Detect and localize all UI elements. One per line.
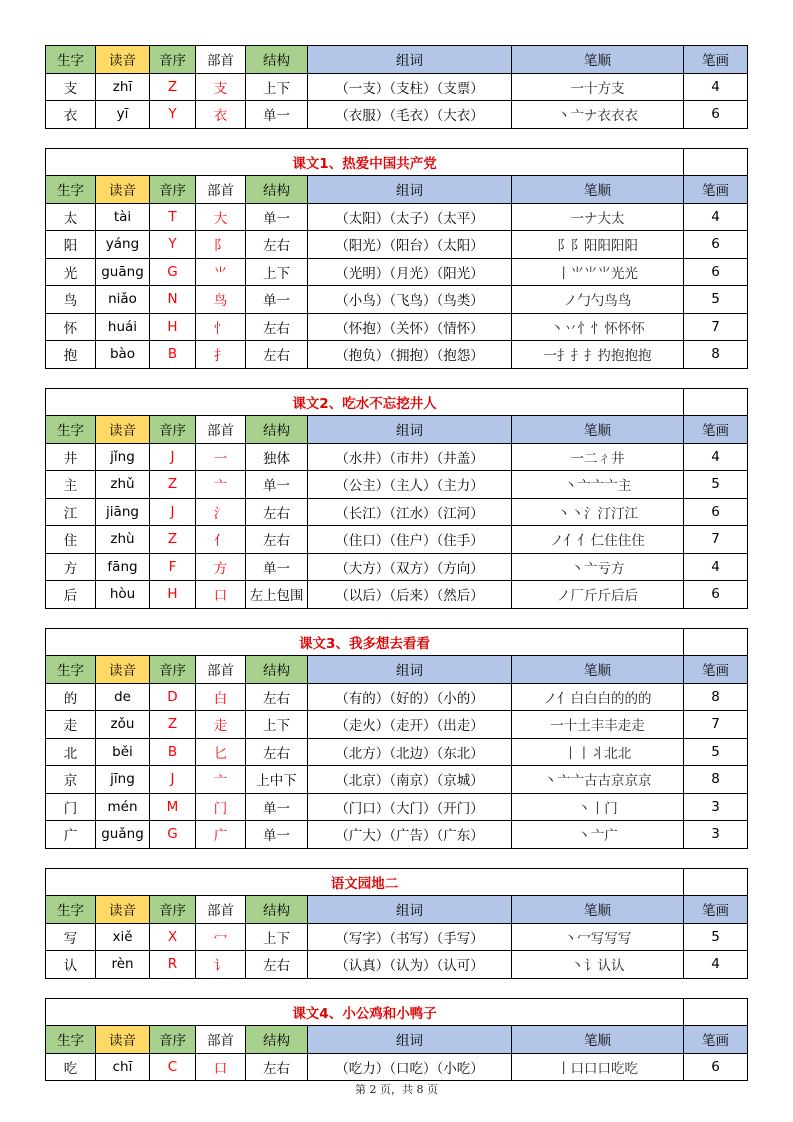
word-examples: （写字）（书写）（手写） (308, 923, 512, 951)
character-table (45, 388, 748, 609)
header-cz: 组词 (308, 656, 512, 684)
word-examples: （阳光）（阳台）（太阳） (308, 231, 512, 259)
header-zi: 生字 (46, 416, 96, 444)
character: 北 (46, 738, 96, 766)
stroke-count: 8 (684, 766, 748, 794)
lesson-title-row (46, 868, 748, 896)
lesson-title: 语文园地二 (46, 868, 684, 896)
table-row (46, 341, 748, 369)
header-bh: 笔画 (684, 896, 748, 924)
header-yin: 读音 (96, 896, 150, 924)
stroke-count: 8 (684, 341, 748, 369)
word-examples: （小鸟）（飞鸟）（鸟类） (308, 286, 512, 314)
structure: 单一 (246, 286, 308, 314)
character-table (45, 628, 748, 849)
character: 主 (46, 471, 96, 499)
stroke-order: 丶亠广 (512, 821, 684, 849)
pinyin: niǎo (96, 286, 150, 314)
word-examples: （一支）（支柱）（支票） (308, 73, 512, 101)
character: 住 (46, 526, 96, 554)
document-page (45, 45, 747, 1081)
character: 阳 (46, 231, 96, 259)
stroke-order: 丶亠ナ衣衣衣 (512, 101, 684, 129)
table-row (46, 581, 748, 609)
radical: 方 (196, 553, 246, 581)
structure: 左右 (246, 1053, 308, 1081)
header-jg: 结构 (246, 1026, 308, 1054)
radical: 广 (196, 821, 246, 849)
stroke-order: 一十方支 (512, 73, 684, 101)
table-row (46, 471, 748, 499)
structure: 左右 (246, 313, 308, 341)
word-examples: （公主）（主人）（主力） (308, 471, 512, 499)
stroke-order: 阝阝阳阳阳阳 (512, 231, 684, 259)
initial-letter: B (150, 738, 196, 766)
pinyin: guāng (96, 258, 150, 286)
header-bh: 笔画 (684, 416, 748, 444)
lesson-title-row (46, 148, 748, 176)
initial-letter: D (150, 683, 196, 711)
word-examples: （广大）（广告）（广东） (308, 821, 512, 849)
radical: 匕 (196, 738, 246, 766)
header-row (46, 416, 748, 444)
radical: 门 (196, 793, 246, 821)
stroke-count: 4 (684, 443, 748, 471)
initial-letter: T (150, 203, 196, 231)
stroke-order: ノ亻白白白的的的 (512, 683, 684, 711)
structure: 单一 (246, 101, 308, 129)
word-examples: （衣服）（毛衣）（大衣） (308, 101, 512, 129)
pinyin: fāng (96, 553, 150, 581)
header-bh: 笔画 (684, 46, 748, 74)
initial-letter: J (150, 498, 196, 526)
structure: 上中下 (246, 766, 308, 794)
pinyin: zhǔ (96, 471, 150, 499)
stroke-count: 7 (684, 526, 748, 554)
table-row (46, 766, 748, 794)
header-yin: 读音 (96, 176, 150, 204)
pinyin: bào (96, 341, 150, 369)
character-table (45, 868, 748, 979)
radical: 一 (196, 443, 246, 471)
table-row (46, 313, 748, 341)
stroke-count: 5 (684, 471, 748, 499)
character: 后 (46, 581, 96, 609)
structure: 上下 (246, 711, 308, 739)
stroke-order: 丶丶氵汀汀江 (512, 498, 684, 526)
table-row (46, 738, 748, 766)
radical: 亻 (196, 526, 246, 554)
structure: 左右 (246, 231, 308, 259)
stroke-order: 丶亠亠亠主 (512, 471, 684, 499)
lesson-title-row (46, 628, 748, 656)
stroke-count: 4 (684, 203, 748, 231)
pinyin: yī (96, 101, 150, 129)
lesson-title: 课文4、小公鸡和小鸭子 (46, 998, 684, 1026)
stroke-count: 5 (684, 286, 748, 314)
initial-letter: N (150, 286, 196, 314)
radical: 鸟 (196, 286, 246, 314)
initial-letter: M (150, 793, 196, 821)
character: 鸟 (46, 286, 96, 314)
radical: 口 (196, 581, 246, 609)
stroke-order: 丶讠认认 (512, 951, 684, 979)
character: 吃 (46, 1053, 96, 1081)
structure: 上下 (246, 258, 308, 286)
pinyin: zhù (96, 526, 150, 554)
stroke-count: 8 (684, 683, 748, 711)
word-examples: （认真）（认为）（认可） (308, 951, 512, 979)
header-row (46, 1026, 748, 1054)
initial-letter: Z (150, 73, 196, 101)
section-gap (45, 979, 747, 998)
character: 怀 (46, 313, 96, 341)
word-examples: （长江）（江水）（江河） (308, 498, 512, 526)
structure: 左右 (246, 951, 308, 979)
header-xu: 音序 (150, 896, 196, 924)
header-zi: 生字 (46, 656, 96, 684)
pinyin: běi (96, 738, 150, 766)
lesson-title-blank (684, 998, 748, 1026)
table-row (46, 923, 748, 951)
header-cz: 组词 (308, 176, 512, 204)
stroke-order: 丶丷忄忄怀怀怀 (512, 313, 684, 341)
stroke-order: ノ勹勺鸟鸟 (512, 286, 684, 314)
table-row (46, 258, 748, 286)
character: 支 (46, 73, 96, 101)
stroke-count: 4 (684, 553, 748, 581)
character: 光 (46, 258, 96, 286)
header-xu: 音序 (150, 1026, 196, 1054)
lesson-title-blank (684, 388, 748, 416)
header-row (46, 46, 748, 74)
header-bh: 笔画 (684, 176, 748, 204)
header-bs: 笔顺 (512, 176, 684, 204)
pinyin: chī (96, 1053, 150, 1081)
page-footer: 第 2 页，共 8 页 (355, 1083, 438, 1096)
word-examples: （门口）（大门）（开门） (308, 793, 512, 821)
stroke-count: 6 (684, 581, 748, 609)
structure: 单一 (246, 553, 308, 581)
structure: 左右 (246, 341, 308, 369)
stroke-count: 7 (684, 711, 748, 739)
lesson-title: 课文1、热爱中国共产党 (46, 148, 684, 176)
pinyin: hòu (96, 581, 150, 609)
stroke-count: 4 (684, 951, 748, 979)
word-examples: （北京）（南京）（京城） (308, 766, 512, 794)
stroke-count: 4 (684, 73, 748, 101)
table-row (46, 683, 748, 711)
stroke-count: 6 (684, 498, 748, 526)
header-cz: 组词 (308, 896, 512, 924)
pinyin: mén (96, 793, 150, 821)
radical: 口 (196, 1053, 246, 1081)
header-bh: 笔画 (684, 1026, 748, 1054)
table-row (46, 526, 748, 554)
table-row (46, 1053, 748, 1081)
structure: 左右 (246, 498, 308, 526)
stroke-order: 一ナ大太 (512, 203, 684, 231)
character: 认 (46, 951, 96, 979)
pinyin: huái (96, 313, 150, 341)
header-cz: 组词 (308, 46, 512, 74)
structure: 独体 (246, 443, 308, 471)
structure: 单一 (246, 821, 308, 849)
structure: 左右 (246, 738, 308, 766)
word-examples: （太阳）（太子）（太平） (308, 203, 512, 231)
character: 走 (46, 711, 96, 739)
table-row (46, 101, 748, 129)
header-jg: 结构 (246, 416, 308, 444)
table-row (46, 793, 748, 821)
structure: 左右 (246, 526, 308, 554)
radical: 阝 (196, 231, 246, 259)
header-yin: 读音 (96, 46, 150, 74)
initial-letter: H (150, 313, 196, 341)
word-examples: （怀抱）（关怀）（情怀） (308, 313, 512, 341)
header-bh: 笔画 (684, 656, 748, 684)
header-row (46, 176, 748, 204)
word-examples: （水井）（市井）（井盖） (308, 443, 512, 471)
radical: 亠 (196, 471, 246, 499)
header-bs: 笔顺 (512, 1026, 684, 1054)
initial-letter: R (150, 951, 196, 979)
stroke-count: 5 (684, 923, 748, 951)
header-yin: 读音 (96, 656, 150, 684)
initial-letter: J (150, 443, 196, 471)
stroke-order: 丶亠亏方 (512, 553, 684, 581)
word-examples: （大方）（双方）（方向） (308, 553, 512, 581)
stroke-order: 丨口口口吃吃 (512, 1053, 684, 1081)
stroke-count: 5 (684, 738, 748, 766)
radical: 讠 (196, 951, 246, 979)
pinyin: zhī (96, 73, 150, 101)
initial-letter: F (150, 553, 196, 581)
pinyin: jīng (96, 766, 150, 794)
lesson-title-row (46, 998, 748, 1026)
header-row (46, 896, 748, 924)
stroke-count: 6 (684, 231, 748, 259)
stroke-count: 6 (684, 258, 748, 286)
pinyin: zǒu (96, 711, 150, 739)
lesson-title-row (46, 388, 748, 416)
header-zi: 生字 (46, 176, 96, 204)
table-row (46, 203, 748, 231)
radical: 衣 (196, 101, 246, 129)
character: 写 (46, 923, 96, 951)
table-row (46, 553, 748, 581)
header-jg: 结构 (246, 46, 308, 74)
initial-letter: Y (150, 101, 196, 129)
header-yin: 读音 (96, 416, 150, 444)
radical: ⺌ (196, 258, 246, 286)
structure: 上下 (246, 73, 308, 101)
structure: 单一 (246, 471, 308, 499)
header-xu: 音序 (150, 46, 196, 74)
character: 京 (46, 766, 96, 794)
lesson-title-blank (684, 868, 748, 896)
header-bu: 部首 (196, 46, 246, 74)
character: 门 (46, 793, 96, 821)
header-jg: 结构 (246, 656, 308, 684)
initial-letter: Z (150, 711, 196, 739)
table-row (46, 821, 748, 849)
initial-letter: X (150, 923, 196, 951)
header-cz: 组词 (308, 1026, 512, 1054)
radical: 冖 (196, 923, 246, 951)
section-gap (45, 849, 747, 868)
structure: 左右 (246, 683, 308, 711)
initial-letter: C (150, 1053, 196, 1081)
word-examples: （吃力）（口吃）（小吃） (308, 1053, 512, 1081)
stroke-count: 6 (684, 1053, 748, 1081)
character-table (45, 45, 748, 129)
header-cz: 组词 (308, 416, 512, 444)
character: 广 (46, 821, 96, 849)
character: 井 (46, 443, 96, 471)
header-xu: 音序 (150, 656, 196, 684)
header-bu: 部首 (196, 896, 246, 924)
header-bu: 部首 (196, 1026, 246, 1054)
radical: 支 (196, 73, 246, 101)
header-bs: 笔顺 (512, 656, 684, 684)
pinyin: xiě (96, 923, 150, 951)
character: 抱 (46, 341, 96, 369)
word-examples: （有的）（好的）（小的） (308, 683, 512, 711)
table-row (46, 498, 748, 526)
initial-letter: Z (150, 526, 196, 554)
stroke-order: 一十土丰丰走走 (512, 711, 684, 739)
word-examples: （走火）（走开）（出走） (308, 711, 512, 739)
structure: 上下 (246, 923, 308, 951)
pinyin: rèn (96, 951, 150, 979)
character: 衣 (46, 101, 96, 129)
pinyin: yáng (96, 231, 150, 259)
header-bu: 部首 (196, 176, 246, 204)
stroke-order: 丶丨门 (512, 793, 684, 821)
character-table (45, 998, 748, 1082)
structure: 单一 (246, 203, 308, 231)
stroke-order: 一二ㄔ井 (512, 443, 684, 471)
header-bu: 部首 (196, 416, 246, 444)
pinyin: guǎng (96, 821, 150, 849)
word-examples: （住口）（住户）（住手） (308, 526, 512, 554)
stroke-order: ノ亻亻仁住住住 (512, 526, 684, 554)
pinyin: jiāng (96, 498, 150, 526)
initial-letter: B (150, 341, 196, 369)
header-jg: 结构 (246, 176, 308, 204)
initial-letter: H (150, 581, 196, 609)
radical: 走 (196, 711, 246, 739)
header-zi: 生字 (46, 46, 96, 74)
stroke-order: ノ厂斤斤后后 (512, 581, 684, 609)
pinyin: jǐng (96, 443, 150, 471)
stroke-count: 6 (684, 101, 748, 129)
character: 方 (46, 553, 96, 581)
character: 太 (46, 203, 96, 231)
table-row (46, 286, 748, 314)
header-bu: 部首 (196, 656, 246, 684)
structure: 左上包围 (246, 581, 308, 609)
structure: 单一 (246, 793, 308, 821)
table-row (46, 711, 748, 739)
word-examples: （光明）（月光）（阳光） (308, 258, 512, 286)
radical: 白 (196, 683, 246, 711)
character: 江 (46, 498, 96, 526)
radical: 亠 (196, 766, 246, 794)
header-xu: 音序 (150, 416, 196, 444)
stroke-order: 丶冖写写写 (512, 923, 684, 951)
header-row (46, 656, 748, 684)
section-gap (45, 369, 747, 388)
character-table (45, 148, 748, 369)
initial-letter: Z (150, 471, 196, 499)
section-gap (45, 609, 747, 628)
radical: 扌 (196, 341, 246, 369)
stroke-count: 3 (684, 821, 748, 849)
character: 的 (46, 683, 96, 711)
header-bs: 笔顺 (512, 896, 684, 924)
table-row (46, 73, 748, 101)
stroke-order: 一扌扌扌扚抱抱抱 (512, 341, 684, 369)
initial-letter: G (150, 821, 196, 849)
lesson-title-blank (684, 148, 748, 176)
header-bs: 笔顺 (512, 46, 684, 74)
table-row (46, 951, 748, 979)
header-zi: 生字 (46, 896, 96, 924)
lesson-title-blank (684, 628, 748, 656)
header-bs: 笔顺 (512, 416, 684, 444)
radical: 忄 (196, 313, 246, 341)
header-yin: 读音 (96, 1026, 150, 1054)
pinyin: tài (96, 203, 150, 231)
lesson-title: 课文3、我多想去看看 (46, 628, 684, 656)
lesson-title: 课文2、吃水不忘挖井人 (46, 388, 684, 416)
header-zi: 生字 (46, 1026, 96, 1054)
radical: 大 (196, 203, 246, 231)
header-xu: 音序 (150, 176, 196, 204)
radical: 氵 (196, 498, 246, 526)
section-gap (45, 129, 747, 148)
stroke-order: 丨丨丬北北 (512, 738, 684, 766)
stroke-count: 7 (684, 313, 748, 341)
initial-letter: J (150, 766, 196, 794)
stroke-count: 3 (684, 793, 748, 821)
initial-letter: G (150, 258, 196, 286)
table-row (46, 443, 748, 471)
table-row (46, 231, 748, 259)
stroke-order: 丨⺌⺌⺌光光 (512, 258, 684, 286)
word-examples: （抱负）（拥抱）（抱怨） (308, 341, 512, 369)
word-examples: （北方）（北边）（东北） (308, 738, 512, 766)
stroke-order: 丶亠亠古古京京京 (512, 766, 684, 794)
header-jg: 结构 (246, 896, 308, 924)
pinyin: de (96, 683, 150, 711)
word-examples: （以后）（后来）（然后） (308, 581, 512, 609)
initial-letter: Y (150, 231, 196, 259)
